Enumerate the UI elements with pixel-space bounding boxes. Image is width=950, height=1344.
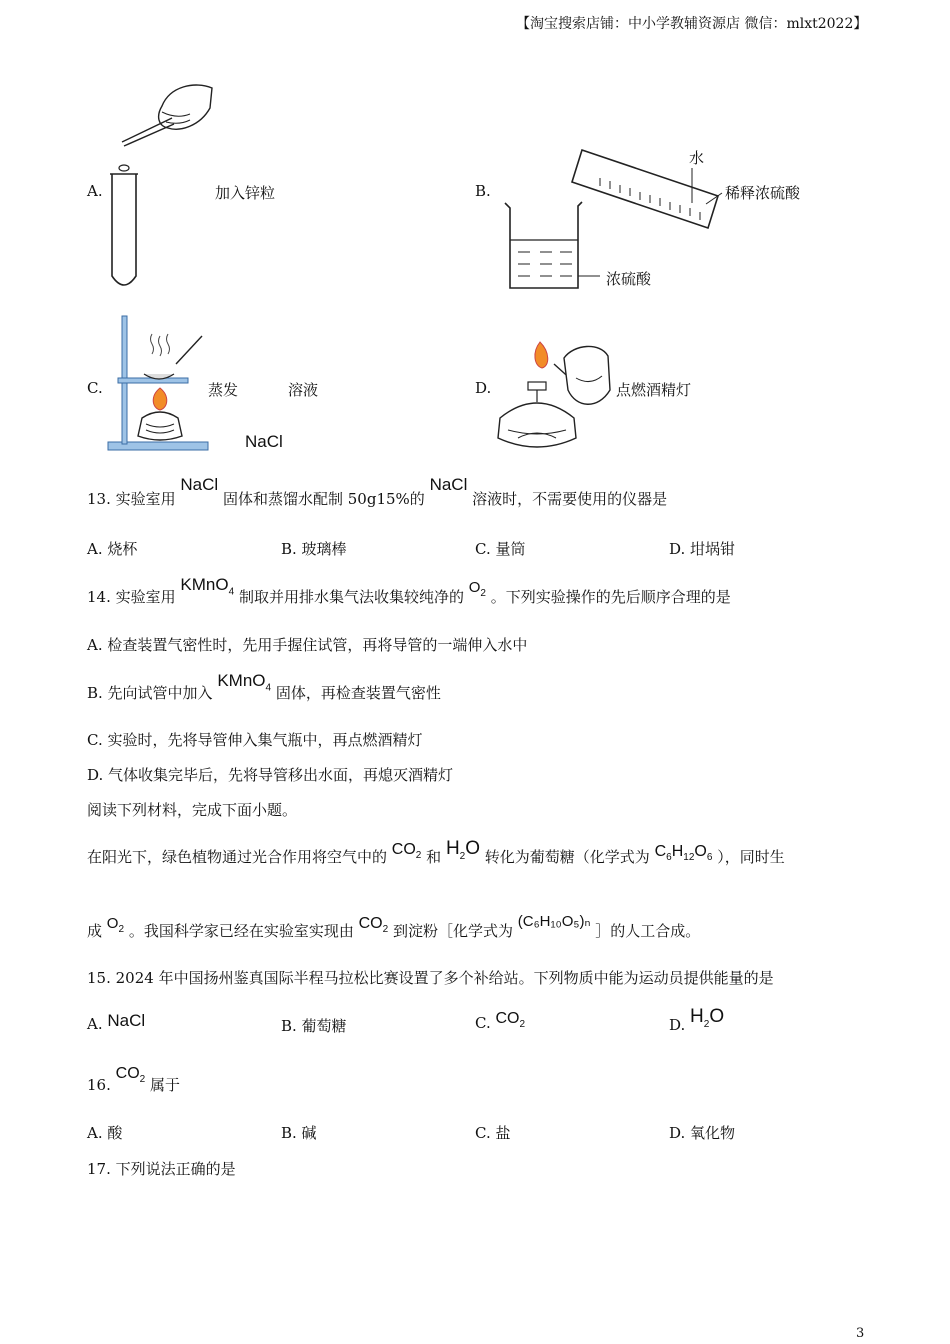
q13-option-a: A. 烧杯	[87, 540, 138, 558]
reading-paragraph-line-2: 成 $O_2$ 。我国科学家已经在实验室实现由 $CO_2$ 到淀粉［化学式为 (C₆H₁₀O₅)ₙ ］的人工合成。	[87, 913, 701, 940]
q14-option-a: A. 检查装置气密性时，先用手握住试管，再将导管的一端伸入水中	[87, 636, 528, 654]
figure-a-letter: A.	[87, 182, 103, 200]
q14-option-c: C. 实验时，先将导管伸入集气瓶中，再点燃酒精灯	[87, 731, 423, 749]
q15-option-b: B. 葡萄糖	[281, 1017, 347, 1035]
q14-option-d: D. 气体收集完毕后，先将导管移出水面，再熄灭酒精灯	[87, 766, 454, 784]
q16-option-d: D. 氧化物	[669, 1124, 736, 1142]
figure-a-test-tube	[100, 76, 230, 296]
figure-b-acid-label: 浓硫酸	[606, 270, 652, 288]
figure-b-dilute-label: 稀释浓硫酸	[725, 184, 801, 202]
figure-c-nacl: NaCl	[245, 432, 283, 451]
q13-option-b: B. 玻璃棒	[281, 540, 347, 558]
q13-stem: 13. 实验室用 NaCl 固体和蒸馏水配制 50g15%的 NaCl 溶液时，不需要使用的仪器是	[87, 475, 668, 508]
figure-b-water-label: 水	[689, 149, 705, 167]
q14-option-b: B. 先向试管中加入 KMnO$_4$ 固体，再检查装置气密性	[87, 671, 441, 702]
reading-intro: 阅读下列材料，完成下面小题。	[87, 801, 298, 819]
q15-option-d: D. $H_2O$	[669, 1006, 725, 1034]
q13-option-d: D. 坩埚钳	[669, 540, 736, 558]
q17-stem: 17. 下列说法正确的是	[87, 1160, 236, 1178]
q16-stem: 16. $CO_2$ 属于	[87, 1065, 180, 1094]
figure-d-alcohol-lamp	[494, 338, 616, 454]
q16-option-b: B. 碱	[281, 1124, 317, 1142]
q14-stem: 14. 实验室用 KMnO$_4$ 制取并用排水集气法收集较纯净的 $O_2$ 。下列实验操作的先后顺序合理的是	[87, 575, 731, 606]
q15-option-a: A. NaCl	[87, 1011, 146, 1033]
figure-d-letter: D.	[475, 379, 492, 397]
q15-option-c: C. $CO_2$	[475, 1010, 526, 1032]
q13-option-c: C. 量筒	[475, 540, 526, 558]
figure-d-caption: 点燃酒精灯	[616, 381, 692, 399]
reading-paragraph-line-1: 在阳光下，绿色植物通过光合作用将空气中的 $CO_2$ 和 $H_2O$ 转化为葡萄糖（化学式为 $C_6H_{12}O_6$ ），同时生	[87, 838, 785, 866]
q15-stem: 15. 2024 年中国扬州鉴真国际半程马拉松比赛设置了多个补给站。下列物质中能为运动员提供能量的是	[87, 969, 774, 987]
figure-c-caption-evaporate: 蒸发	[208, 381, 239, 399]
figure-a-caption: 加入锌粒	[215, 184, 276, 202]
figure-b-letter: B.	[475, 182, 491, 200]
figure-c-letter: C.	[87, 379, 103, 397]
q16-option-c: C. 盐	[475, 1124, 511, 1142]
figure-c-caption-solution: 溶液	[288, 381, 319, 399]
page-header: 【淘宝搜索店铺：中小学教辅资源店 微信：mlxt2022】	[516, 16, 868, 32]
figure-c-evaporation	[104, 312, 212, 454]
page-number: 3	[856, 1326, 865, 1341]
q16-option-a: A. 酸	[87, 1124, 123, 1142]
